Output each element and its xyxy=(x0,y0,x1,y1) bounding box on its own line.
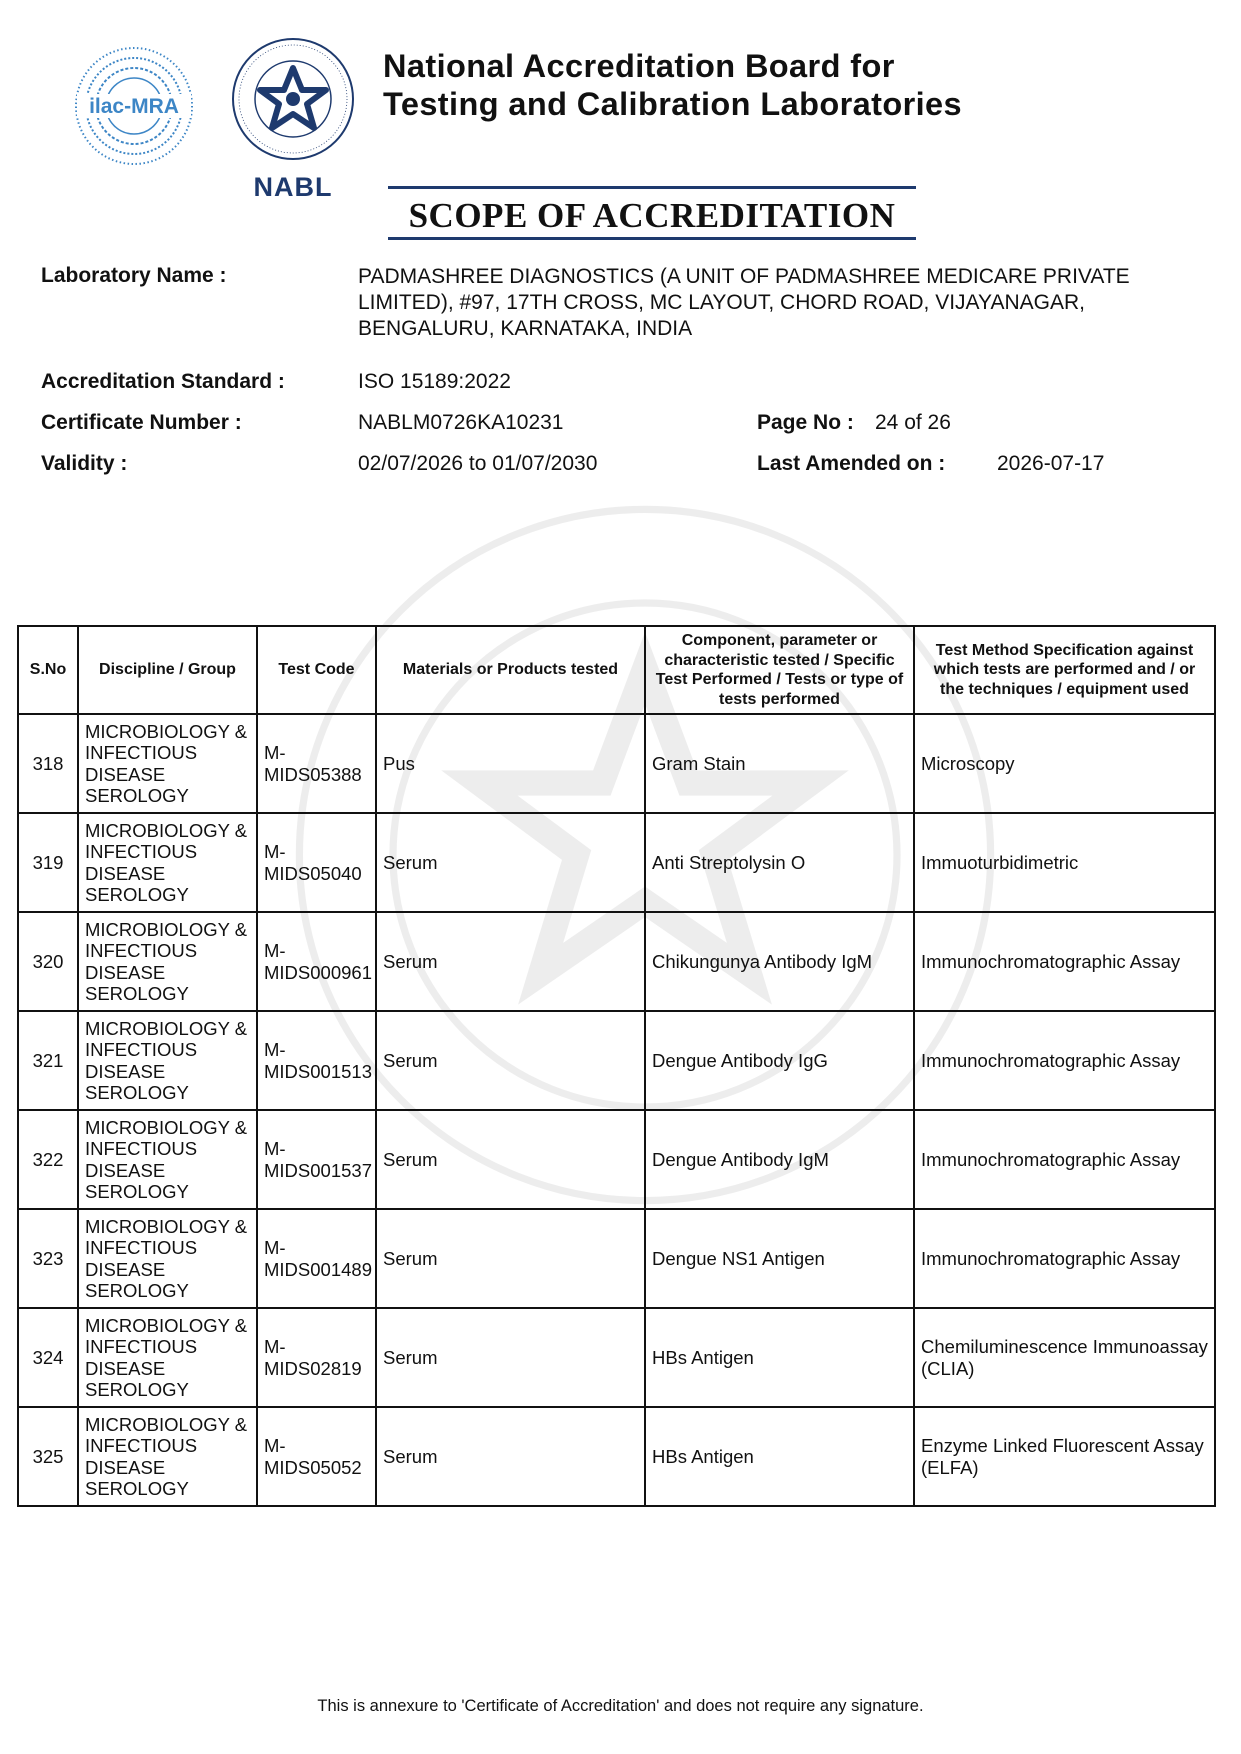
cell-method: Immunochromatographic Assay xyxy=(914,912,1215,1011)
cell-test-code: M-MIDS000961 xyxy=(257,912,376,1011)
table-row xyxy=(18,1407,1215,1506)
cell-material: Serum xyxy=(376,1209,645,1308)
scope-title: SCOPE OF ACCREDITATION xyxy=(388,186,916,240)
table-row xyxy=(18,714,1215,813)
cell-test-code: M-MIDS05388 xyxy=(257,714,376,813)
cell-material: Serum xyxy=(376,1110,645,1209)
board-title xyxy=(383,47,962,123)
nabl-logo xyxy=(228,36,358,206)
col-header-sno: S.No xyxy=(18,626,78,714)
standard-value: ISO 15189:2022 xyxy=(358,370,511,393)
amended-label: Last Amended on : xyxy=(757,452,946,475)
col-header-method: Test Method Specification against which tests are performed and / or the techniques / equipment used xyxy=(914,626,1215,714)
cell-component: Gram Stain xyxy=(645,714,914,813)
table-row xyxy=(18,1110,1215,1209)
standard-label: Accreditation Standard : xyxy=(41,370,285,393)
cell-material: Serum xyxy=(376,1011,645,1110)
cell-material: Serum xyxy=(376,1308,645,1407)
cell-component: HBs Antigen xyxy=(645,1407,914,1506)
table-row xyxy=(18,1209,1215,1308)
page-value: 24 of 26 xyxy=(875,411,951,434)
board-title-line1: National Accreditation Board for xyxy=(383,48,895,84)
cell-sno: 322 xyxy=(18,1110,78,1209)
footer-note: This is annexure to 'Certificate of Accreditation' and does not require any signature. xyxy=(317,1697,924,1715)
col-header-materials: Materials or Products tested xyxy=(376,626,645,714)
table-row xyxy=(18,912,1215,1011)
cell-material: Pus xyxy=(376,714,645,813)
cell-method: Immunochromatographic Assay xyxy=(914,1209,1215,1308)
scope-table xyxy=(17,625,1216,1507)
lab-name-label: Laboratory Name : xyxy=(41,264,227,287)
svg-text:NABL: NABL xyxy=(253,172,333,202)
cell-test-code: M-MIDS05052 xyxy=(257,1407,376,1506)
cell-method: Microscopy xyxy=(914,714,1215,813)
cell-test-code: M-MIDS05040 xyxy=(257,813,376,912)
board-title-line2: Testing and Calibration Laboratories xyxy=(383,86,963,122)
cell-method: Immunochromatographic Assay xyxy=(914,1110,1215,1209)
cell-sno: 325 xyxy=(18,1407,78,1506)
col-header-component: Component, parameter or characteristic tested / Specific Test Performed / Tests or type of tests performed xyxy=(645,626,914,714)
cell-discipline: MICROBIOLOGY & INFECTIOUS DISEASE SEROLOGY xyxy=(78,1110,257,1209)
cell-discipline: MICROBIOLOGY & INFECTIOUS DISEASE SEROLOGY xyxy=(78,1209,257,1308)
cell-sno: 323 xyxy=(18,1209,78,1308)
cell-component: Dengue Antibody IgG xyxy=(645,1011,914,1110)
cell-sno: 324 xyxy=(18,1308,78,1407)
cell-component: Dengue Antibody IgM xyxy=(645,1110,914,1209)
cell-material: Serum xyxy=(376,912,645,1011)
page-label: Page No : xyxy=(757,411,854,434)
cell-discipline: MICROBIOLOGY & INFECTIOUS DISEASE SEROLOGY xyxy=(78,1407,257,1506)
validity-label: Validity : xyxy=(41,452,128,475)
table-row xyxy=(18,1308,1215,1407)
cell-discipline: MICROBIOLOGY & INFECTIOUS DISEASE SEROLOGY xyxy=(78,912,257,1011)
cell-method: Immunochromatographic Assay xyxy=(914,1011,1215,1110)
cell-test-code: M-MIDS001537 xyxy=(257,1110,376,1209)
cell-sno: 320 xyxy=(18,912,78,1011)
col-header-test-code: Test Code xyxy=(257,626,376,714)
cell-material: Serum xyxy=(376,1407,645,1506)
cell-sno: 318 xyxy=(18,714,78,813)
cell-test-code: M-MIDS001513 xyxy=(257,1011,376,1110)
cell-component: Chikungunya Antibody IgM xyxy=(645,912,914,1011)
cell-component: Dengue NS1 Antigen xyxy=(645,1209,914,1308)
table-header-row xyxy=(18,626,1215,714)
cell-test-code: M-MIDS001489 xyxy=(257,1209,376,1308)
certificate-label: Certificate Number : xyxy=(41,411,242,434)
lab-name-value: PADMASHREE DIAGNOSTICS (A UNIT OF PADMASHREE MEDICARE PRIVATE LIMITED), #97, 17TH CROSS, MC LAYOUT, CHORD ROAD, VIJAYANAGAR, BENGALURU, KARNATAKA, INDIA xyxy=(358,265,1130,340)
cell-discipline: MICROBIOLOGY & INFECTIOUS DISEASE SEROLOGY xyxy=(78,1308,257,1407)
certificate-value: NABLM0726KA10231 xyxy=(358,411,564,434)
cell-test-code: M-MIDS02819 xyxy=(257,1308,376,1407)
cell-component: HBs Antigen xyxy=(645,1308,914,1407)
table-row xyxy=(18,1011,1215,1110)
cell-sno: 319 xyxy=(18,813,78,912)
col-header-discipline: Discipline / Group xyxy=(78,626,257,714)
validity-value: 02/07/2026 to 01/07/2030 xyxy=(358,452,598,475)
cell-discipline: MICROBIOLOGY & INFECTIOUS DISEASE SEROLOGY xyxy=(78,1011,257,1110)
svg-text:ilac-MRA: ilac-MRA xyxy=(89,95,179,118)
table-row xyxy=(18,813,1215,912)
cell-component: Anti Streptolysin O xyxy=(645,813,914,912)
cell-method: Enzyme Linked Fluorescent Assay (ELFA) xyxy=(914,1407,1215,1506)
cell-discipline: MICROBIOLOGY & INFECTIOUS DISEASE SEROLOGY xyxy=(78,813,257,912)
ilac-mra-logo xyxy=(73,45,195,167)
cell-method: Immuoturbidimetric xyxy=(914,813,1215,912)
amended-value: 2026-07-17 xyxy=(997,452,1105,475)
cell-material: Serum xyxy=(376,813,645,912)
cell-method: Chemiluminescence Immunoassay (CLIA) xyxy=(914,1308,1215,1407)
cell-sno: 321 xyxy=(18,1011,78,1110)
cell-discipline: MICROBIOLOGY & INFECTIOUS DISEASE SEROLOGY xyxy=(78,714,257,813)
